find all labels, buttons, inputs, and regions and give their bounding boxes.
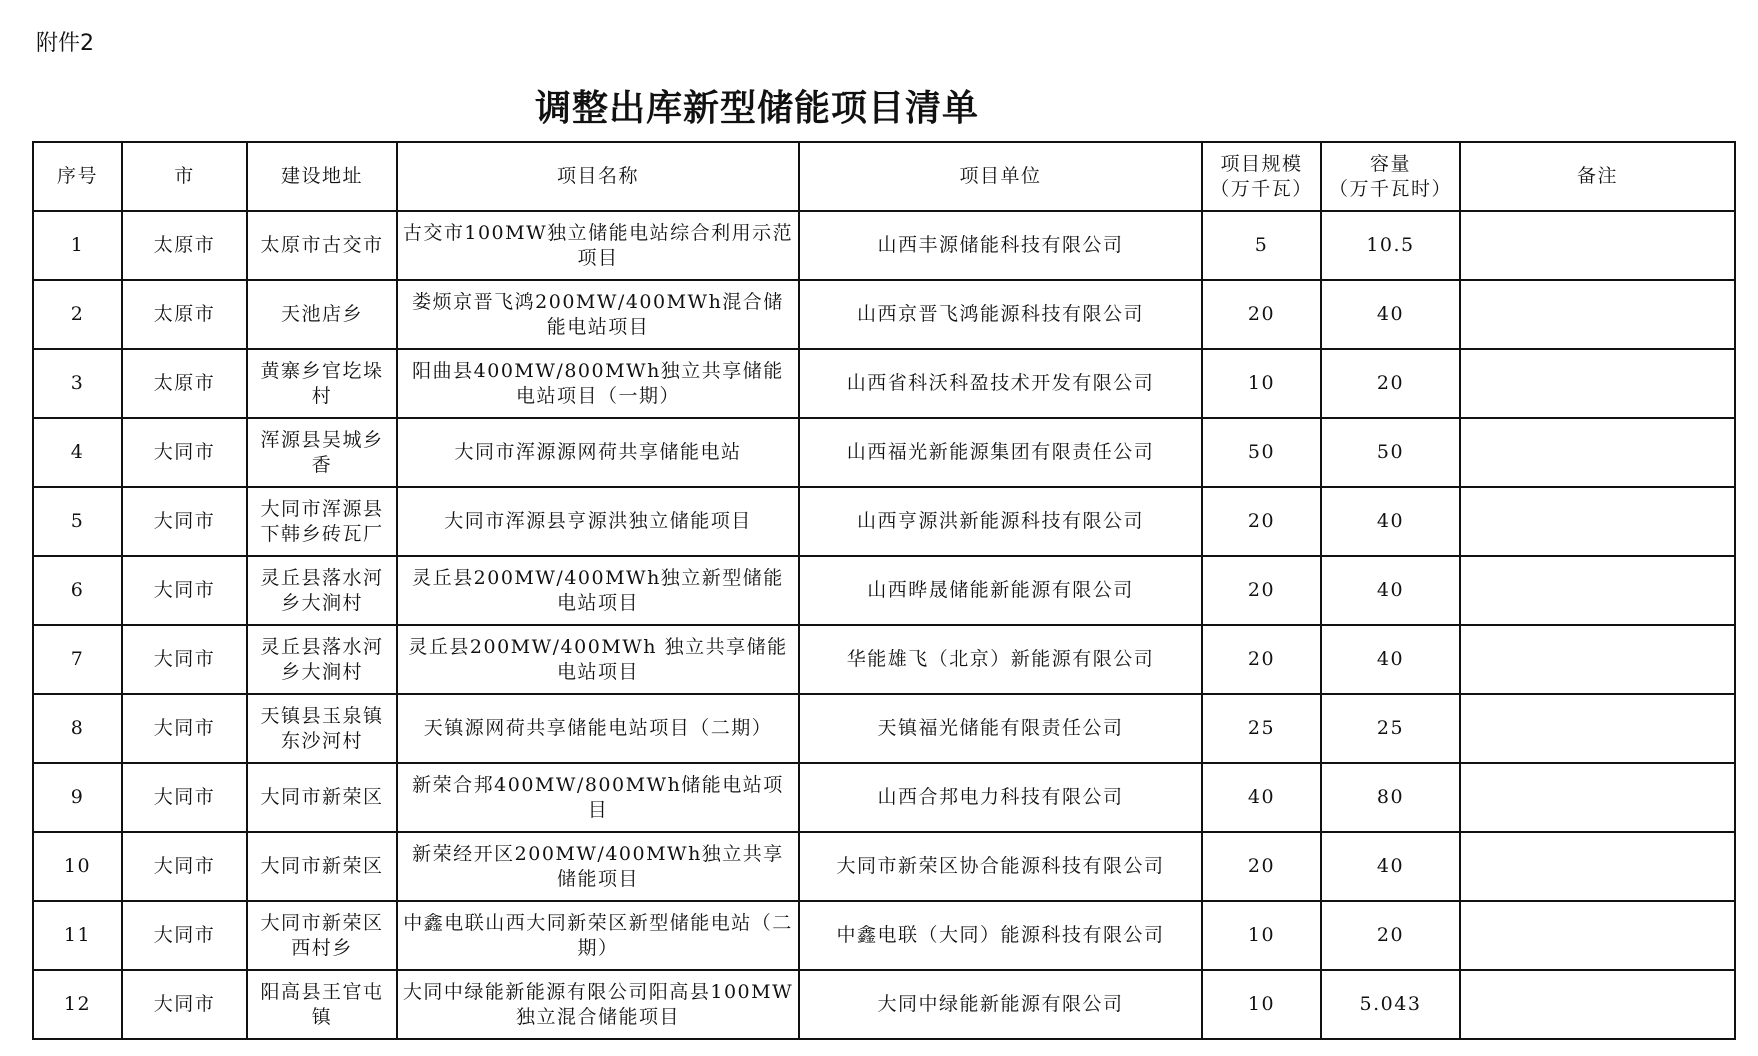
cell-index: 1 bbox=[33, 211, 122, 280]
table-row bbox=[33, 487, 1735, 556]
header-scale-line2: （万千瓦） bbox=[1210, 177, 1313, 200]
header-capacity bbox=[1321, 142, 1460, 211]
cell-city: 大同市 bbox=[122, 901, 247, 970]
cell-index: 12 bbox=[33, 970, 122, 1039]
table-row bbox=[33, 694, 1735, 763]
cell-unit: 山西京晋飞鸿能源科技有限公司 bbox=[799, 280, 1202, 349]
table-header-row bbox=[33, 142, 1735, 211]
cell-index: 3 bbox=[33, 349, 122, 418]
cell-city: 大同市 bbox=[122, 625, 247, 694]
header-unit: 项目单位 bbox=[799, 142, 1202, 211]
cell-capacity: 10.5 bbox=[1321, 211, 1460, 280]
header-name: 项目名称 bbox=[397, 142, 799, 211]
cell-index: 2 bbox=[33, 280, 122, 349]
cell-remark bbox=[1460, 970, 1735, 1039]
cell-name: 灵丘县200MW/400MWh 独立共享储能电站项目 bbox=[397, 625, 799, 694]
cell-unit: 山西福光新能源集团有限责任公司 bbox=[799, 418, 1202, 487]
cell-name: 大同市浑源县亨源洪独立储能项目 bbox=[397, 487, 799, 556]
table-row bbox=[33, 211, 1735, 280]
document-title: 调整出库新型储能项目清单 bbox=[534, 87, 979, 129]
cell-name: 大同中绿能新能源有限公司阳高县100MW独立混合储能项目 bbox=[397, 970, 799, 1039]
cell-name: 古交市100MW独立储能电站综合利用示范项目 bbox=[397, 211, 799, 280]
cell-unit: 中鑫电联（大同）能源科技有限公司 bbox=[799, 901, 1202, 970]
cell-city: 大同市 bbox=[122, 556, 247, 625]
cell-scale: 10 bbox=[1202, 970, 1321, 1039]
table-row bbox=[33, 556, 1735, 625]
cell-city: 大同市 bbox=[122, 832, 247, 901]
cell-address: 灵丘县落水河乡大涧村 bbox=[247, 556, 397, 625]
cell-address: 天镇县玉泉镇东沙河村 bbox=[247, 694, 397, 763]
header-scale-line1: 项目规模 bbox=[1220, 152, 1303, 175]
cell-scale: 5 bbox=[1202, 211, 1321, 280]
table-row bbox=[33, 625, 1735, 694]
cell-address: 天池店乡 bbox=[247, 280, 397, 349]
cell-name: 阳曲县400MW/800MWh独立共享储能电站项目（一期） bbox=[397, 349, 799, 418]
cell-name: 天镇源网荷共享储能电站项目（二期） bbox=[397, 694, 799, 763]
cell-scale: 10 bbox=[1202, 349, 1321, 418]
table-row bbox=[33, 418, 1735, 487]
cell-index: 8 bbox=[33, 694, 122, 763]
cell-index: 4 bbox=[33, 418, 122, 487]
cell-scale: 20 bbox=[1202, 625, 1321, 694]
cell-capacity: 40 bbox=[1321, 625, 1460, 694]
header-capacity-line1: 容量 bbox=[1369, 152, 1411, 175]
cell-scale: 10 bbox=[1202, 901, 1321, 970]
cell-remark bbox=[1460, 694, 1735, 763]
cell-address: 大同市浑源县下韩乡砖瓦厂 bbox=[247, 487, 397, 556]
cell-remark bbox=[1460, 901, 1735, 970]
header-remark: 备注 bbox=[1460, 142, 1735, 211]
header-city: 市 bbox=[122, 142, 247, 211]
cell-city: 太原市 bbox=[122, 211, 247, 280]
table-row bbox=[33, 349, 1735, 418]
cell-address: 浑源县吴城乡香 bbox=[247, 418, 397, 487]
cell-name: 新荣经开区200MW/400MWh独立共享储能项目 bbox=[397, 832, 799, 901]
cell-capacity: 20 bbox=[1321, 901, 1460, 970]
cell-unit: 华能雄飞（北京）新能源有限公司 bbox=[799, 625, 1202, 694]
cell-scale: 20 bbox=[1202, 487, 1321, 556]
cell-name: 娄烦京晋飞鸿200MW/400MWh混合储能电站项目 bbox=[397, 280, 799, 349]
cell-index: 11 bbox=[33, 901, 122, 970]
header-capacity-line2: （万千瓦时） bbox=[1328, 177, 1452, 200]
header-scale bbox=[1202, 142, 1321, 211]
cell-name: 新荣合邦400MW/800MWh储能电站项目 bbox=[397, 763, 799, 832]
table-row bbox=[33, 280, 1735, 349]
cell-capacity: 5.043 bbox=[1321, 970, 1460, 1039]
cell-remark bbox=[1460, 763, 1735, 832]
cell-unit: 山西亨源洪新能源科技有限公司 bbox=[799, 487, 1202, 556]
cell-remark bbox=[1460, 832, 1735, 901]
cell-address: 灵丘县落水河乡大涧村 bbox=[247, 625, 397, 694]
cell-scale: 40 bbox=[1202, 763, 1321, 832]
cell-city: 大同市 bbox=[122, 487, 247, 556]
cell-name: 大同市浑源源网荷共享储能电站 bbox=[397, 418, 799, 487]
cell-address: 大同市新荣区西村乡 bbox=[247, 901, 397, 970]
cell-address: 太原市古交市 bbox=[247, 211, 397, 280]
table-row bbox=[33, 901, 1735, 970]
cell-remark bbox=[1460, 556, 1735, 625]
cell-scale: 50 bbox=[1202, 418, 1321, 487]
cell-capacity: 40 bbox=[1321, 280, 1460, 349]
cell-city: 大同市 bbox=[122, 694, 247, 763]
cell-remark bbox=[1460, 211, 1735, 280]
cell-capacity: 80 bbox=[1321, 763, 1460, 832]
attachment-label: 附件2 bbox=[36, 31, 94, 56]
cell-city: 太原市 bbox=[122, 280, 247, 349]
cell-name: 灵丘县200MW/400MWh独立新型储能电站项目 bbox=[397, 556, 799, 625]
cell-address: 大同市新荣区 bbox=[247, 763, 397, 832]
cell-index: 7 bbox=[33, 625, 122, 694]
cell-city: 大同市 bbox=[122, 418, 247, 487]
cell-scale: 20 bbox=[1202, 280, 1321, 349]
cell-unit: 山西晔晟储能新能源有限公司 bbox=[799, 556, 1202, 625]
cell-capacity: 40 bbox=[1321, 556, 1460, 625]
cell-capacity: 25 bbox=[1321, 694, 1460, 763]
table-row bbox=[33, 832, 1735, 901]
header-index: 序号 bbox=[33, 142, 122, 211]
cell-index: 10 bbox=[33, 832, 122, 901]
cell-name: 中鑫电联山西大同新荣区新型储能电站（二期） bbox=[397, 901, 799, 970]
cell-remark bbox=[1460, 418, 1735, 487]
cell-remark bbox=[1460, 349, 1735, 418]
project-table bbox=[32, 141, 1736, 1040]
table-row bbox=[33, 763, 1735, 832]
cell-capacity: 50 bbox=[1321, 418, 1460, 487]
cell-address: 阳高县王官屯镇 bbox=[247, 970, 397, 1039]
cell-capacity: 40 bbox=[1321, 487, 1460, 556]
cell-unit: 山西丰源储能科技有限公司 bbox=[799, 211, 1202, 280]
cell-remark bbox=[1460, 280, 1735, 349]
cell-unit: 山西省科沃科盈技术开发有限公司 bbox=[799, 349, 1202, 418]
cell-capacity: 20 bbox=[1321, 349, 1460, 418]
cell-scale: 25 bbox=[1202, 694, 1321, 763]
cell-capacity: 40 bbox=[1321, 832, 1460, 901]
cell-scale: 20 bbox=[1202, 556, 1321, 625]
cell-city: 大同市 bbox=[122, 970, 247, 1039]
cell-city: 太原市 bbox=[122, 349, 247, 418]
cell-city: 大同市 bbox=[122, 763, 247, 832]
cell-remark bbox=[1460, 625, 1735, 694]
cell-unit: 天镇福光储能有限责任公司 bbox=[799, 694, 1202, 763]
cell-scale: 20 bbox=[1202, 832, 1321, 901]
cell-index: 5 bbox=[33, 487, 122, 556]
cell-remark bbox=[1460, 487, 1735, 556]
cell-address: 黄寨乡官圪垛村 bbox=[247, 349, 397, 418]
header-address: 建设地址 bbox=[247, 142, 397, 211]
table-body bbox=[33, 211, 1735, 1039]
cell-index: 9 bbox=[33, 763, 122, 832]
cell-unit: 山西合邦电力科技有限公司 bbox=[799, 763, 1202, 832]
cell-address: 大同市新荣区 bbox=[247, 832, 397, 901]
table-row bbox=[33, 970, 1735, 1039]
cell-unit: 大同市新荣区协合能源科技有限公司 bbox=[799, 832, 1202, 901]
cell-unit: 大同中绿能新能源有限公司 bbox=[799, 970, 1202, 1039]
cell-index: 6 bbox=[33, 556, 122, 625]
